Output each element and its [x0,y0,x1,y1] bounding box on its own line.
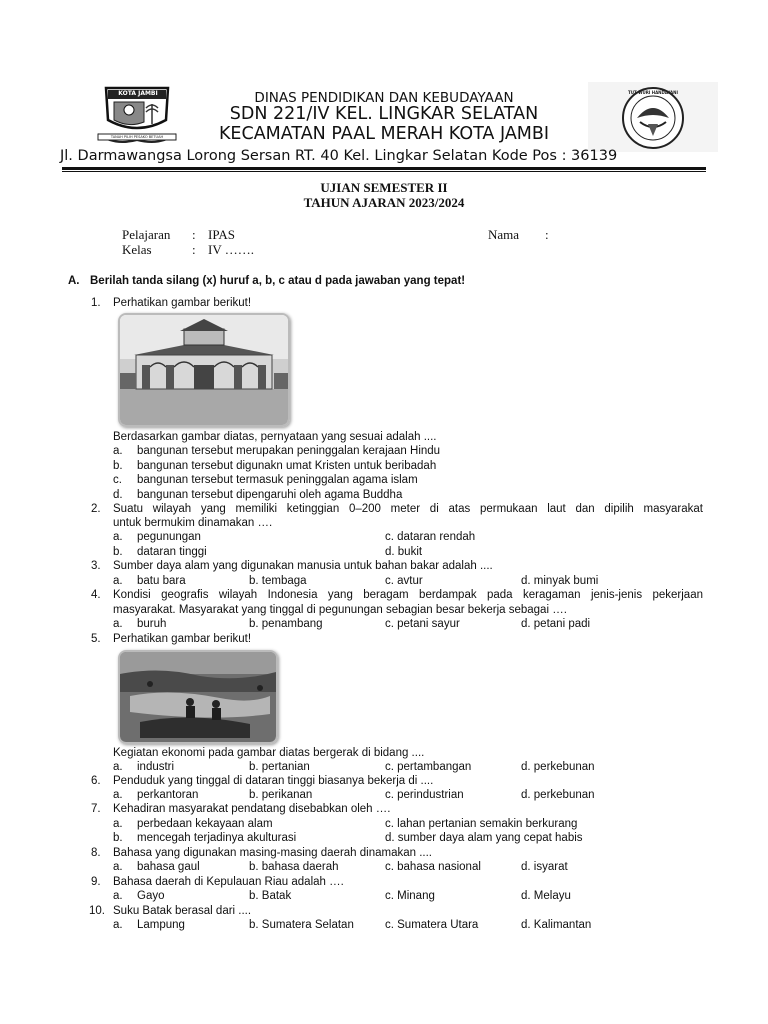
subject-colon: : [192,227,196,242]
q1-number: 1. [91,297,101,309]
q6-option-a[interactable]: perkantoran [137,789,199,801]
q6-option-b[interactable]: b. perikanan [249,789,313,801]
q9-option-d[interactable]: d. Melayu [521,890,571,902]
q8-option-d[interactable]: d. isyarat [521,861,568,873]
q1-photo-building [118,313,290,427]
q1-option-b-letter[interactable]: b. [113,460,123,472]
q6-number: 6. [91,775,101,787]
q2-option-c[interactable]: c. dataran rendah [385,531,476,543]
left-logo-text: KOTA JAMBI [118,90,158,97]
q10-number: 10. [89,905,105,917]
subject-value: IPAS [208,227,235,242]
q1-option-d-letter[interactable]: d. [113,489,123,501]
header-department: DINAS PENDIDIKAN DAN KEBUDAYAAN [254,90,514,106]
q10-option-a[interactable]: Lampung [137,919,185,931]
historic-building-image-icon [120,315,288,425]
q6-text: Penduduk yang tinggal di dataran tinggi biasanya bekerja di .... [113,775,434,787]
class-label: Kelas [122,242,152,257]
q6-option-d[interactable]: d. perkebunan [521,789,595,801]
q2-option-b[interactable]: dataran tinggi [137,546,207,558]
q4-option-c[interactable]: c. petani sayur [385,618,460,630]
q9-option-a-letter[interactable]: a. [113,890,123,902]
q2-text-line1: Suatu wilayah yang memiliki ketinggian 0–200 meter di atas permukaan laut dan dipilih masyarakat [113,503,703,515]
header-divider [62,167,706,170]
name-label: Nama [488,227,520,242]
q4-option-b[interactable]: b. penambang [249,618,323,630]
q7-option-b[interactable]: mencegah terjadinya akulturasi [137,832,297,844]
q6-option-c[interactable]: c. perindustrian [385,789,464,801]
q8-option-a-letter[interactable]: a. [113,861,123,873]
header-school-name: SDN 221/IV KEL. LINGKAR SELATAN [229,104,539,124]
q8-option-b[interactable]: b. bahasa daerah [249,861,339,873]
mining-activity-image-icon [120,652,276,742]
q3-option-b[interactable]: b. tembaga [249,575,307,587]
q1-option-c-letter[interactable]: c. [113,474,122,486]
q4-option-a[interactable]: buruh [137,618,167,630]
q1-option-a-letter[interactable]: a. [113,445,123,457]
q4-option-d[interactable]: d. petani padi [521,618,591,630]
q5-option-d[interactable]: d. perkebunan [521,761,595,773]
q7-option-c[interactable]: c. lahan pertanian semakin berkurang [385,818,578,830]
right-logo-text: TUT WURI HANDAYANI [628,90,678,95]
q10-text: Suku Batak berasal dari .... [113,905,252,917]
q1-option-b[interactable]: bangunan tersebut digunakn umat Kristen untuk beribadah [137,460,437,472]
q3-text: Sumber daya alam yang digunakan manusia untuk bahan bakar adalah .... [113,560,493,572]
q1-option-c[interactable]: bangunan tersebut termasuk peninggalan agama islam [137,474,418,486]
q7-option-b-letter[interactable]: b. [113,832,123,844]
q5-text: Perhatikan gambar berikut! [113,633,252,645]
header-divider-thin [62,171,706,172]
section-instruction: Berilah tanda silang (x) huruf a, b, c atau d pada jawaban yang tepat! [90,275,466,287]
q5-option-c[interactable]: c. pertambangan [385,761,472,773]
q4-option-a-letter[interactable]: a. [113,618,123,630]
q7-number: 7. [91,803,101,815]
q4-text-line1: Kondisi geografis wilayah Indonesia yang beragam berdampak pada keragaman jenis-jenis pekerjaan [113,589,703,601]
q2-option-b-letter[interactable]: b. [113,546,123,558]
q2-option-a[interactable]: pegunungan [137,531,201,543]
q1-option-d[interactable]: bangunan tersebut dipengaruhi oleh agama Buddha [137,489,403,501]
q2-number: 2. [91,503,101,515]
section-letter: A. [68,275,80,287]
left-logo-motto: TANAH PILIH PESAKO BETUAH [110,135,164,139]
q1-prompt: Berdasarkan gambar diatas, pernyataan yang sesuai adalah .... [113,431,437,443]
header-address: Jl. Darmawangsa Lorong Sersan RT. 40 Kel. Lingkar Selatan Kode Pos : 36139 [60,148,618,164]
q8-text: Bahasa yang digunakan masing-masing daerah dinamakan .... [113,847,433,859]
q7-option-a[interactable]: perbedaan kekayaan alam [137,818,273,830]
q5-option-a-letter[interactable]: a. [113,761,123,773]
subject-label: Pelajaran [122,227,171,242]
q9-option-b[interactable]: b. Batak [249,890,292,902]
name-colon: : [545,227,549,242]
class-value: IV ……. [208,242,254,257]
exam-title: UJIAN SEMESTER II [320,180,448,195]
q9-option-a[interactable]: Gayo [137,890,165,902]
q5-photo-mining [118,650,278,744]
class-colon: : [192,242,196,257]
q8-option-c[interactable]: c. bahasa nasional [385,861,481,873]
q6-option-a-letter[interactable]: a. [113,789,123,801]
q9-number: 9. [91,876,101,888]
q10-option-b[interactable]: b. Sumatera Selatan [249,919,354,931]
q3-option-d[interactable]: d. minyak bumi [521,575,599,587]
q5-option-b[interactable]: b. pertanian [249,761,310,773]
exam-year: TAHUN AJARAN 2023/2024 [303,195,465,210]
q5-option-a[interactable]: industri [137,761,175,773]
q2-option-d[interactable]: d. bukit [385,546,423,558]
q8-option-a[interactable]: bahasa gaul [137,861,200,873]
q9-option-c[interactable]: c. Minang [385,890,435,902]
q10-option-a-letter[interactable]: a. [113,919,123,931]
q10-option-d[interactable]: d. Kalimantan [521,919,592,931]
q8-number: 8. [91,847,101,859]
q9-text: Bahasa daerah di Kepulauan Riau adalah …. [113,876,344,888]
q2-option-a-letter[interactable]: a. [113,531,123,543]
q2-text-line2: untuk bermukim dinamakan …. [113,517,273,529]
q5-number: 5. [91,633,101,645]
q3-option-a-letter[interactable]: a. [113,575,123,587]
q7-text: Kehadiran masyarakat pendatang disebabkan oleh …. [113,803,391,815]
q10-option-c[interactable]: c. Sumatera Utara [385,919,479,931]
q3-option-a[interactable]: batu bara [137,575,186,587]
q7-option-d[interactable]: d. sumber daya alam yang cepat habis [385,832,583,844]
q7-option-a-letter[interactable]: a. [113,818,123,830]
q4-text-line2: masyarakat. Masyarakat yang tinggal di pegunungan sebagian besar bekerja sebagai …. [113,604,567,616]
q3-number: 3. [91,560,101,572]
q1-option-a[interactable]: bangunan tersebut merupakan peninggalan kerajaan Hindu [137,445,441,457]
q1-text: Perhatikan gambar berikut! [113,297,252,309]
header-district: KECAMATAN PAAL MERAH KOTA JAMBI [218,124,550,144]
q3-option-c[interactable]: c. avtur [385,575,423,587]
q4-number: 4. [91,589,101,601]
q5-prompt: Kegiatan ekonomi pada gambar diatas bergerak di bidang .... [113,747,425,759]
